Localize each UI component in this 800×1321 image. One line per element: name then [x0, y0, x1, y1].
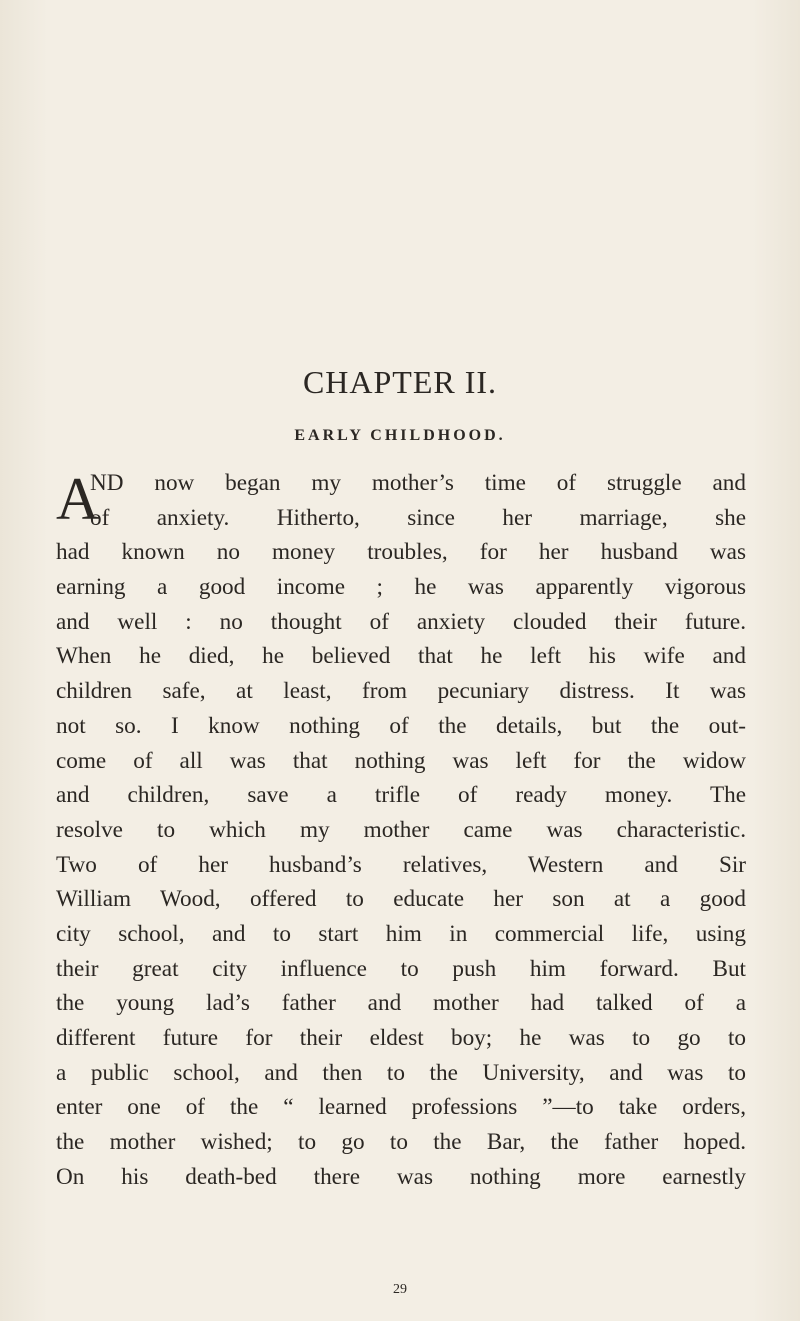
text-line: enter one of the “ learned professions ”—to take orders,: [56, 1094, 746, 1121]
text-line: not so. I know nothing of the details, but the out-: [56, 712, 746, 739]
drop-cap: A: [56, 466, 100, 532]
text-line: city school, and to start him in commercial life, using: [56, 920, 746, 947]
text-line: of anxiety. Hitherto, since her marriage, she: [90, 504, 746, 531]
text-line: and children, save a trifle of ready money. The: [56, 782, 746, 809]
page-number: 29: [393, 1282, 407, 1297]
text-line: the young lad’s father and mother had talked of a: [56, 990, 746, 1017]
text-line: their great city influence to push him forward. But: [56, 955, 746, 982]
chapter-subtitle: EARLY CHILDHOOD.: [294, 427, 506, 444]
text-line: On his death-bed there was nothing more earnestly: [56, 1163, 746, 1190]
text-line: earning a good income ; he was apparently vigorous: [56, 574, 746, 601]
text-line: When he died, he believed that he left his wife and: [56, 643, 746, 670]
text-line: different future for their eldest boy; he was to go to: [56, 1025, 746, 1051]
text-line: had known no money troubles, for her husband was: [56, 539, 746, 566]
text-line: resolve to which my mother came was characteristic.: [56, 816, 746, 843]
body-paragraph: [56, 466, 746, 1194]
text-line: William Wood, offered to educate her son at a good: [56, 886, 746, 913]
text-line: a public school, and then to the University, and was to: [56, 1059, 746, 1086]
text-line: come of all was that nothing was left for the widow: [56, 747, 746, 774]
text-line: and well : no thought of anxiety clouded their future.: [56, 608, 746, 635]
text-line: ND now began my mother’s time of struggle and: [90, 470, 746, 496]
chapter-heading: CHAPTER II.: [302, 364, 498, 400]
text-line: the mother wished; to go to the Bar, the father hoped.: [56, 1129, 746, 1156]
text-line: Two of her husband’s relatives, Western and Sir: [56, 851, 746, 878]
text-line: children safe, at least, from pecuniary distress. It was: [56, 678, 746, 705]
